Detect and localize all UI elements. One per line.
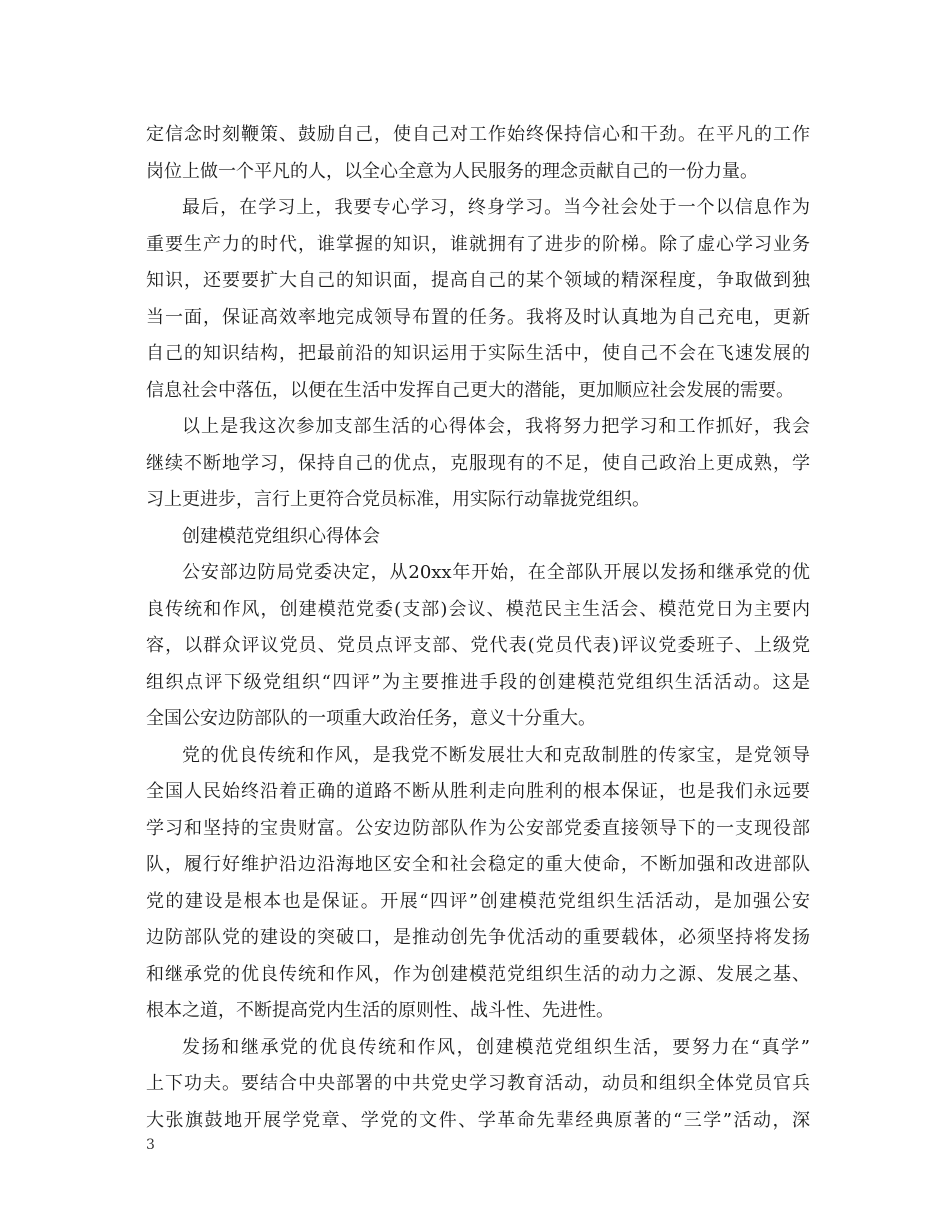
text-line: 根本之道，不断提高党内生活的原则性、战斗性、先进性。 (146, 1000, 614, 1021)
text-line: 重要生产力的时代，谁掌握的知识，谁就拥有了进步的阶梯。除了虚心学习业务 (146, 233, 810, 255)
text-line: 创建模范党组织心得体会 (182, 525, 380, 547)
text-line: 习上更进步，言行上更符合党员标准，用实际行动靠拢党组织。 (146, 489, 650, 510)
text-line: 公安部边防局党委决定，从20xx年开始，在全部队开展以发扬和继承党的优 (182, 562, 810, 583)
text-line: 和继承党的优良传统和作风，作为创建模范党组织生活的动力之源、发展之基、 (146, 963, 810, 985)
text-line: 边防部队党的建设的突破口，是推动创先争优活动的重要载体，必须坚持将发扬 (146, 927, 810, 948)
text-line: 发扬和继承党的优良传统和作风，创建模范党组织生活，要努力在“真学” (182, 1036, 810, 1058)
text-line: 以上是我这次参加支部生活的心得体会，我将努力把学习和工作抓好，我会 (182, 416, 810, 437)
document-body (146, 117, 810, 1139)
text-line: 岗位上做一个平凡的人，以全心全意为人民服务的理念贡献自己的一份力量。 (146, 160, 758, 182)
text-line: 队，履行好维护沿边沿海地区安全和社会稳定的重大使命，不断加强和改进部队 (146, 854, 810, 875)
text-line: 大张旗鼓地开展学党章、学党的文件、学革命先辈经典原著的“三学”活动，深 (146, 1109, 810, 1131)
text-line: 学习和坚持的宝贵财富。公安边防部队作为公安部党委直接领导下的一支现役部 (146, 817, 810, 839)
text-line: 全国公安边防部队的一项重大政治任务，意义十分重大。 (146, 708, 596, 729)
text-line: 当一面，保证高效率地完成领导布置的任务。我将及时认真地为自己充电，更新 (146, 306, 810, 328)
text-line: 全国人民始终沿着正确的道路不断从胜利走向胜利的根本保证，也是我们永远要 (146, 781, 810, 802)
text-line: 容，以群众评议党员、党员点评支部、党代表(党员代表)评议党委班子、上级党 (146, 635, 810, 656)
text-line: 上下功夫。要结合中央部署的中共党史学习教育活动，动员和组织全体党员官兵 (146, 1073, 810, 1094)
page-number: 3 (146, 1137, 155, 1153)
text-line: 信息社会中落伍，以便在生活中发挥自己更大的潜能，更加顺应社会发展的需要。 (146, 379, 794, 401)
text-line: 最后，在学习上，我要专心学习，终身学习。当今社会处于一个以信息作为 (182, 197, 810, 218)
text-line: 知识，还要要扩大自己的知识面，提高自己的某个领域的精深程度，争取做到独 (146, 270, 810, 291)
text-line: 组织点评下级党组织“四评”为主要推进手段的创建模范党组织生活活动。这是 (146, 671, 810, 693)
text-line: 党的建设是根本也是保证。开展“四评”创建模范党组织生活活动，是加强公安 (146, 890, 810, 912)
text-line: 良传统和作风，创建模范党委(支部)会议、模范民主生活会、模范党日为主要内 (146, 598, 810, 620)
text-line: 定信念时刻鞭策、鼓励自己，使自己对工作始终保持信心和干劲。在平凡的工作 (146, 124, 810, 145)
text-line: 继续不断地学习，保持自己的优点，克服现有的不足，使自己政治上更成熟，学 (146, 452, 810, 474)
text-line: 党的优良传统和作风，是我党不断发展壮大和克敌制胜的传家宝，是党领导 (182, 744, 810, 766)
text-line: 自己的知识结构，把最前沿的知识运用于实际生活中，使自己不会在飞速发展的 (146, 343, 810, 364)
